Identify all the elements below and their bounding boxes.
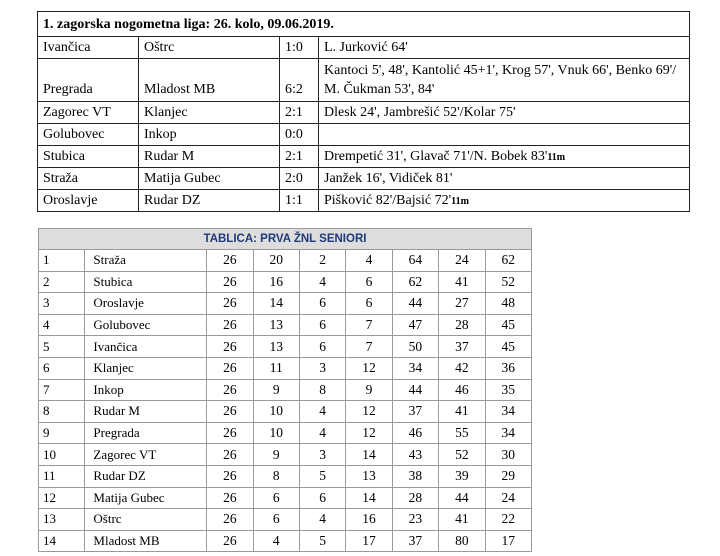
match-scorers-text: Dlesk 24', Jambrešić 52'/Kolar 75' [324, 104, 516, 120]
standings-team: Rudar DZ [85, 465, 207, 487]
standings-stat: 50 [392, 336, 438, 358]
standings-table [38, 228, 532, 552]
standings-stat: 7 [346, 314, 392, 336]
standings-stat: 22 [485, 509, 531, 531]
standings-stat: 9 [346, 379, 392, 401]
standings-team: Zagorec VT [85, 444, 207, 466]
standings-stat: 28 [439, 314, 485, 336]
standings-team: Mladost MB [85, 530, 207, 552]
standings-stat: 6 [300, 314, 346, 336]
standings-stat: 34 [392, 357, 438, 379]
match-scorers [319, 190, 690, 212]
match-scorers [319, 146, 690, 168]
match-row [38, 146, 690, 168]
standings-position: 11 [39, 465, 85, 487]
match-score: 6:2 [280, 59, 319, 102]
standings-stat: 26 [207, 509, 253, 531]
standings-stat: 39 [439, 465, 485, 487]
standings-stat: 4 [300, 422, 346, 444]
standings-stat: 16 [253, 271, 299, 293]
standings-position: 14 [39, 530, 85, 552]
standings-stat: 41 [439, 271, 485, 293]
standings-team: Oroslavje [85, 293, 207, 315]
standings-stat: 26 [207, 401, 253, 423]
standings-stat: 3 [300, 357, 346, 379]
standings-stat: 13 [346, 465, 392, 487]
standings-stat: 41 [439, 509, 485, 531]
standings-row [39, 401, 532, 423]
standings-team: Pregrada [85, 422, 207, 444]
match-away-team: Rudar DZ [139, 190, 280, 212]
standings-stat: 44 [392, 379, 438, 401]
match-away-team: Oštrc [139, 37, 280, 59]
standings-row [39, 379, 532, 401]
standings-position: 6 [39, 357, 85, 379]
standings-row [39, 336, 532, 358]
standings-stat: 26 [207, 336, 253, 358]
standings-stat: 62 [392, 271, 438, 293]
match-scorers [319, 37, 690, 59]
standings-row [39, 314, 532, 336]
standings-stat: 26 [207, 379, 253, 401]
standings-stat: 6 [300, 336, 346, 358]
match-home-team: Pregrada [38, 59, 139, 102]
standings-row [39, 271, 532, 293]
standings-stat: 12 [346, 422, 392, 444]
standings-stat: 34 [485, 422, 531, 444]
standings-row [39, 250, 532, 272]
standings-team: Rudar M [85, 401, 207, 423]
standings-team: Straža [85, 250, 207, 272]
standings-stat: 80 [439, 530, 485, 552]
standings-stat: 11 [253, 357, 299, 379]
standings-team: Klanjec [85, 357, 207, 379]
standings-stat: 4 [300, 401, 346, 423]
match-scorers [319, 168, 690, 190]
standings-stat: 30 [485, 444, 531, 466]
standings-stat: 6 [300, 293, 346, 315]
standings-stat: 8 [253, 465, 299, 487]
standings-stat: 16 [346, 509, 392, 531]
standings-position: 13 [39, 509, 85, 531]
standings-stat: 24 [439, 250, 485, 272]
standings-stat: 44 [392, 293, 438, 315]
match-scorers-text: Janžek 16', Vidiček 81' [324, 170, 453, 186]
match-scorers [319, 59, 690, 102]
standings-stat: 6 [253, 509, 299, 531]
standings-stat: 14 [346, 444, 392, 466]
standings-stat: 12 [346, 357, 392, 379]
standings-position: 12 [39, 487, 85, 509]
standings-stat: 10 [253, 401, 299, 423]
match-score: 0:0 [280, 124, 319, 146]
standings-stat: 24 [485, 487, 531, 509]
match-scorers-text: L. Jurković 64' [324, 39, 408, 55]
standings-stat: 46 [392, 422, 438, 444]
standings-stat: 6 [253, 487, 299, 509]
standings-team: Inkop [85, 379, 207, 401]
match-score: 2:1 [280, 102, 319, 124]
standings-stat: 9 [253, 444, 299, 466]
standings-stat: 26 [207, 357, 253, 379]
standings-stat: 3 [300, 444, 346, 466]
match-score: 1:1 [280, 190, 319, 212]
standings-stat: 5 [300, 530, 346, 552]
standings-row [39, 509, 532, 531]
standings-stat: 26 [207, 530, 253, 552]
standings-stat: 4 [253, 530, 299, 552]
match-home-team: Golubovec [38, 124, 139, 146]
match-row [38, 190, 690, 212]
standings-stat: 26 [207, 422, 253, 444]
match-row [38, 102, 690, 124]
standings-stat: 4 [346, 250, 392, 272]
standings-stat: 34 [485, 401, 531, 423]
standings-stat: 13 [253, 336, 299, 358]
standings-stat: 13 [253, 314, 299, 336]
standings-team: Matija Gubec [85, 487, 207, 509]
standings-stat: 7 [346, 336, 392, 358]
standings-stat: 17 [485, 530, 531, 552]
standings-stat: 4 [300, 271, 346, 293]
match-home-team: Oroslavje [38, 190, 139, 212]
standings-title: TABLICA: PRVA ŽNL SENIORI [39, 229, 532, 250]
standings-stat: 52 [485, 271, 531, 293]
results-table [37, 11, 690, 212]
standings-stat: 45 [485, 314, 531, 336]
match-row [38, 59, 690, 102]
standings-row [39, 530, 532, 552]
standings-stat: 36 [485, 357, 531, 379]
match-score: 2:0 [280, 168, 319, 190]
standings-stat: 38 [392, 465, 438, 487]
standings-stat: 17 [346, 530, 392, 552]
match-home-team: Stubica [38, 146, 139, 168]
standings-stat: 62 [485, 250, 531, 272]
standings-stat: 14 [346, 487, 392, 509]
standings-row [39, 422, 532, 444]
standings-stat: 41 [439, 401, 485, 423]
standings-stat: 8 [300, 379, 346, 401]
standings-stat: 2 [300, 250, 346, 272]
match-row [38, 168, 690, 190]
standings-position: 8 [39, 401, 85, 423]
match-scorers [319, 124, 690, 146]
match-home-team: Ivančica [38, 37, 139, 59]
standings-position: 2 [39, 271, 85, 293]
standings-stat: 47 [392, 314, 438, 336]
match-away-team: Mladost MB [139, 59, 280, 102]
standings-stat: 43 [392, 444, 438, 466]
standings-stat: 35 [485, 379, 531, 401]
match-score: 1:0 [280, 37, 319, 59]
match-score: 2:1 [280, 146, 319, 168]
standings-position: 10 [39, 444, 85, 466]
match-scorers-text: Drempetić 31', Glavač 71'/N. Bobek 83' [324, 148, 548, 164]
standings-stat: 10 [253, 422, 299, 444]
match-scorers-text: Pišković 82'/Bajsić 72' [324, 192, 452, 208]
standings-stat: 12 [346, 401, 392, 423]
match-away-team: Matija Gubec [139, 168, 280, 190]
match-scorers-text: Kantoci 5', 48', Kantolić 45+1', Krog 57', Vnuk 66', Benko 69'/ M. Čukman 53', 84' [324, 62, 677, 97]
standings-stat: 45 [485, 336, 531, 358]
standings-position: 7 [39, 379, 85, 401]
standings-stat: 26 [207, 293, 253, 315]
standings-stat: 46 [439, 379, 485, 401]
standings-stat: 37 [392, 401, 438, 423]
match-scorers [319, 102, 690, 124]
match-home-team: Straža [38, 168, 139, 190]
standings-stat: 26 [207, 444, 253, 466]
standings-stat: 29 [485, 465, 531, 487]
standings-stat: 14 [253, 293, 299, 315]
match-away-team: Inkop [139, 124, 280, 146]
match-home-team: Zagorec VT [38, 102, 139, 124]
standings-stat: 26 [207, 271, 253, 293]
match-away-team: Rudar M [139, 146, 280, 168]
standings-stat: 64 [392, 250, 438, 272]
standings-stat: 4 [300, 509, 346, 531]
standings-position: 9 [39, 422, 85, 444]
standings-stat: 26 [207, 250, 253, 272]
standings-stat: 28 [392, 487, 438, 509]
match-row [38, 37, 690, 59]
standings-stat: 9 [253, 379, 299, 401]
results-title-row [38, 12, 690, 37]
match-away-team: Klanjec [139, 102, 280, 124]
standings-team: Ivančica [85, 336, 207, 358]
standings-position: 1 [39, 250, 85, 272]
standings-row [39, 465, 532, 487]
standings-stat: 6 [300, 487, 346, 509]
standings-team: Stubica [85, 271, 207, 293]
standings-team: Golubovec [85, 314, 207, 336]
standings-stat: 26 [207, 487, 253, 509]
match-row [38, 124, 690, 146]
standings-stat: 44 [439, 487, 485, 509]
standings-position: 4 [39, 314, 85, 336]
standings-stat: 37 [392, 530, 438, 552]
standings-stat: 55 [439, 422, 485, 444]
standings-stat: 6 [346, 271, 392, 293]
standings-position: 3 [39, 293, 85, 315]
standings-title-row [39, 229, 532, 250]
standings-stat: 26 [207, 465, 253, 487]
standings-stat: 37 [439, 336, 485, 358]
standings-row [39, 487, 532, 509]
standings-position: 5 [39, 336, 85, 358]
standings-stat: 27 [439, 293, 485, 315]
standings-row [39, 293, 532, 315]
standings-stat: 5 [300, 465, 346, 487]
standings-stat: 20 [253, 250, 299, 272]
standings-row [39, 357, 532, 379]
standings-stat: 42 [439, 357, 485, 379]
results-title: 1. zagorska nogometna liga: 26. kolo, 09.06.2019. [38, 12, 690, 37]
standings-stat: 6 [346, 293, 392, 315]
penalty-marker: 11m [451, 195, 469, 207]
standings-stat: 48 [485, 293, 531, 315]
standings-stat: 26 [207, 314, 253, 336]
penalty-marker: 11m [547, 151, 566, 163]
standings-stat: 23 [392, 509, 438, 531]
standings-team: Oštrc [85, 509, 207, 531]
standings-stat: 52 [439, 444, 485, 466]
standings-row [39, 444, 532, 466]
